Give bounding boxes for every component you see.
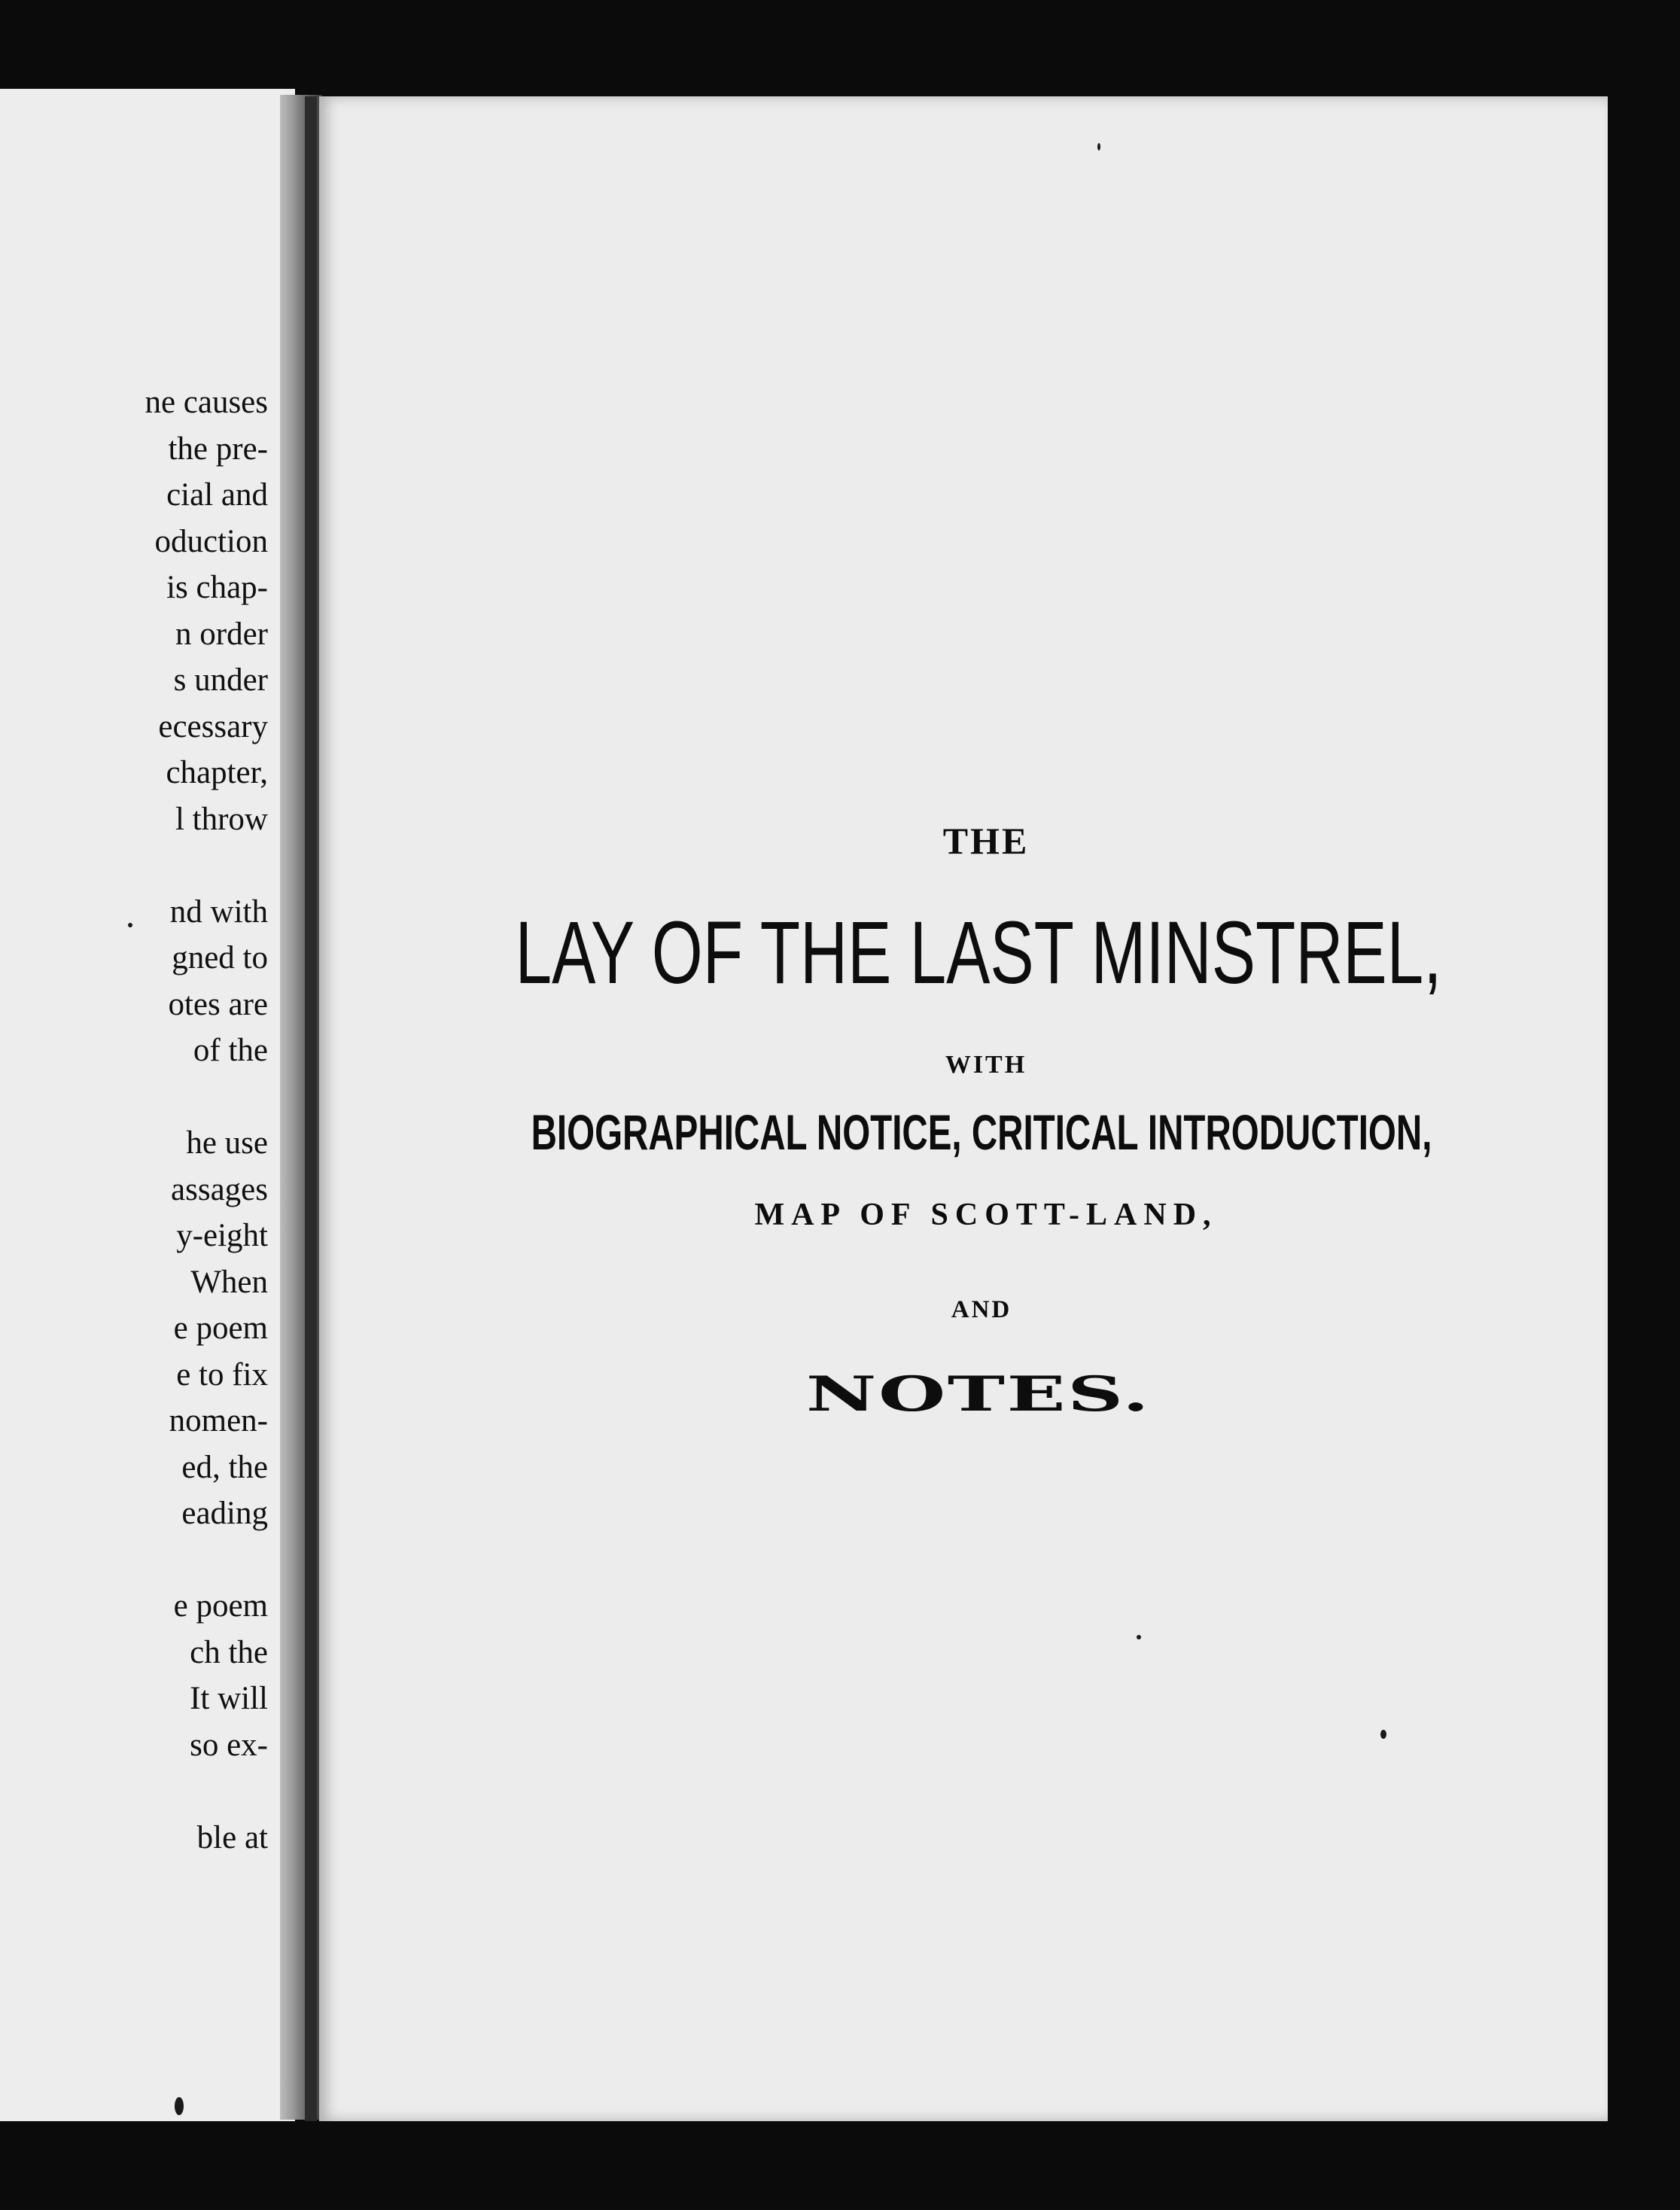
left-line: ble at — [196, 1819, 268, 1855]
left-line: oduction — [154, 523, 268, 559]
left-line: so ex- — [190, 1727, 268, 1763]
left-line-gap — [42, 1074, 268, 1121]
main-title: LAY OF THE LAST MINSTREL, — [515, 903, 1442, 1003]
subtitle-map: MAP OF SCOTT-LAND, — [754, 1198, 1218, 1232]
left-line: ecessary — [158, 708, 268, 744]
left-line: It will — [190, 1681, 268, 1716]
left-line: ch the — [190, 1634, 268, 1670]
left-line: e poem — [173, 1588, 268, 1624]
left-line: When — [190, 1264, 268, 1300]
left-line: e to fix — [176, 1356, 268, 1393]
left-line: he use — [186, 1125, 268, 1161]
left-line: s under — [173, 662, 268, 698]
left-line: of the — [193, 1033, 268, 1068]
left-line: cial and — [166, 477, 268, 513]
dust-speck — [1097, 143, 1100, 151]
left-line: nd with — [169, 893, 268, 930]
left-line: e poem — [173, 1310, 268, 1346]
title-the: THE — [942, 820, 1030, 862]
dust-speck — [1137, 1635, 1141, 1639]
left-line: the pre- — [168, 431, 268, 467]
dust-speck — [175, 2097, 184, 2115]
left-line: y-eight — [176, 1218, 268, 1253]
subtitle-biographical: BIOGRAPHICAL NOTICE, CRITICAL INTRODUCTION, — [531, 1104, 1432, 1160]
left-line: eading — [181, 1496, 268, 1531]
left-page — [0, 89, 295, 2121]
spine-shadow — [305, 96, 317, 2121]
left-line-gap — [42, 1768, 268, 1815]
left-line: assages — [171, 1171, 268, 1207]
dust-speck — [1380, 1730, 1386, 1739]
left-line: otes are — [168, 986, 268, 1022]
title-with: WITH — [945, 1051, 1027, 1079]
left-line: nomen- — [169, 1403, 268, 1438]
left-line: n order — [175, 616, 268, 652]
title-and: AND — [951, 1296, 1012, 1323]
left-page-text — [42, 379, 268, 1861]
left-line: is chap- — [166, 570, 268, 605]
left-line: ne causes — [145, 385, 268, 420]
left-line-gap — [42, 1537, 268, 1584]
left-line: chapter, — [166, 755, 268, 790]
left-line: ed, the — [181, 1449, 268, 1485]
left-line-gap — [42, 842, 268, 889]
left-line: l throw — [175, 801, 268, 837]
title-notes: NOTES. — [805, 1365, 1152, 1423]
left-line: gned to — [172, 940, 268, 976]
dust-speck — [128, 923, 132, 927]
title-page — [319, 96, 1608, 2121]
